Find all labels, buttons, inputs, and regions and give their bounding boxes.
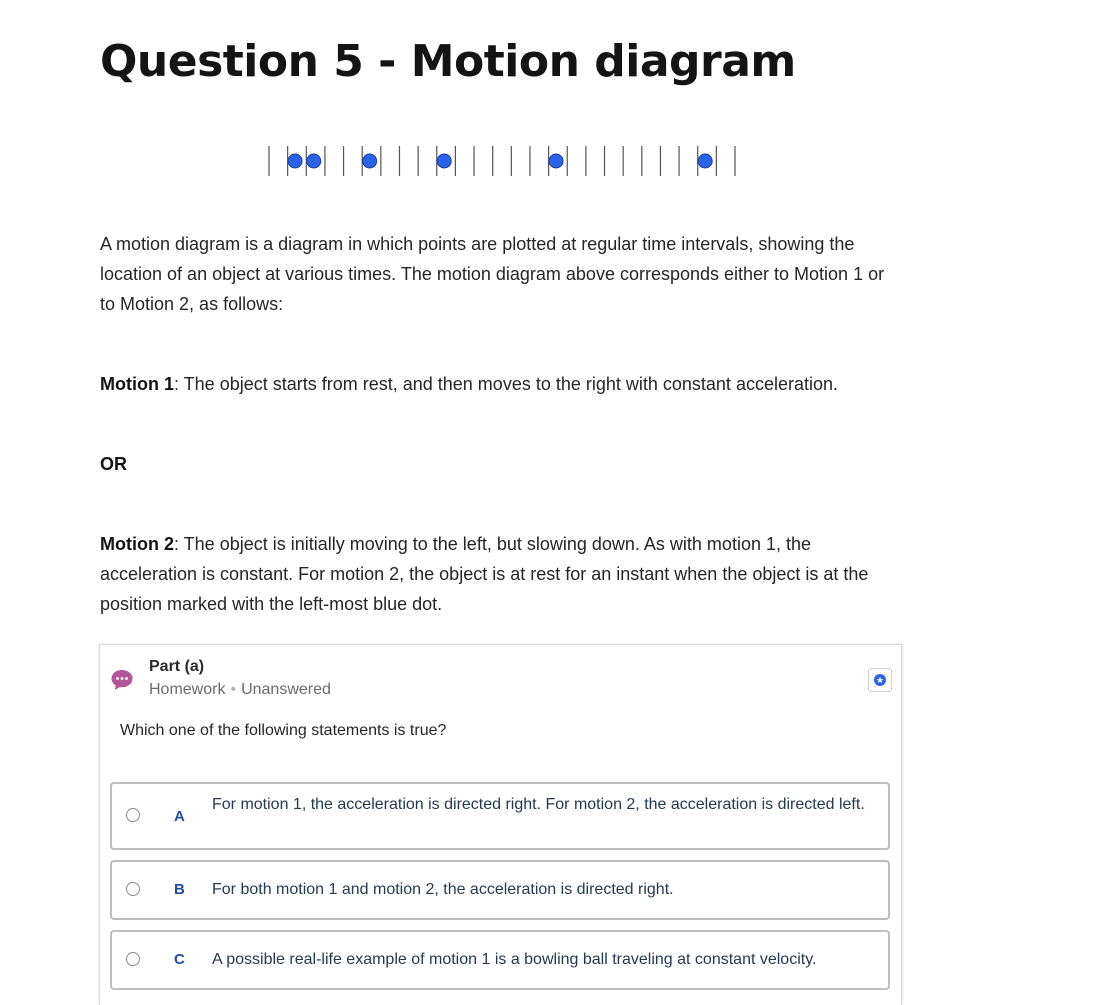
option-c-letter: C: [174, 951, 185, 968]
question-part-card: [99, 644, 902, 1005]
position-dot: [288, 154, 302, 168]
chat-bubble-icon[interactable]: [110, 668, 134, 692]
part-title: Part (a): [149, 658, 205, 675]
motion1-label: Motion 1: [100, 374, 174, 394]
option-c-text: A possible real-life example of motion 1 is a bowling ball traveling at constant velocity.: [212, 951, 817, 968]
motion2-label: Motion 2: [100, 534, 174, 554]
option-c-radio[interactable]: [126, 952, 140, 966]
motion2-text: : The object is initially moving to the left, but slowing down. As with motion 1, the acceleration is constant. For motion 2, the object is at rest for an instant when the object is at the position marked with the left-most blue dot.: [100, 534, 869, 614]
position-dot: [363, 154, 377, 168]
bookmark-button[interactable]: [868, 668, 892, 692]
motion-diagram: [262, 144, 742, 178]
meta-separator: •: [230, 681, 237, 698]
option-a[interactable]: [110, 782, 890, 850]
motion2-paragraph: [100, 529, 900, 619]
option-a-letter: A: [174, 808, 185, 825]
option-b-radio[interactable]: [126, 882, 140, 896]
star-badge-icon: [869, 669, 891, 691]
option-c[interactable]: [110, 930, 890, 990]
motion1-paragraph: [100, 369, 900, 399]
intro-paragraph: A motion diagram is a diagram in which points are plotted at regular time intervals, showing the location of an object at various times. The motion diagram above corresponds either to Motion 1 or to Motion 2, as follows:: [100, 234, 885, 314]
part-status: Unanswered: [241, 681, 331, 698]
question-text: Which one of the following statements is true?: [120, 722, 447, 739]
option-a-radio[interactable]: [126, 808, 140, 822]
part-type: Homework: [149, 681, 226, 698]
option-b-text: For both motion 1 and motion 2, the acceleration is directed right.: [212, 881, 674, 898]
position-dot: [437, 154, 451, 168]
option-b[interactable]: [110, 860, 890, 920]
page-title: Question 5 - Motion diagram: [100, 36, 796, 87]
position-dot: [549, 154, 563, 168]
position-dot: [307, 154, 321, 168]
option-b-letter: B: [174, 881, 185, 898]
or-label: OR: [100, 454, 127, 474]
part-meta: [149, 681, 331, 699]
motion1-text: : The object starts from rest, and then moves to the right with constant acceleration.: [174, 374, 838, 394]
option-a-text: For motion 1, the acceleration is directed right. For motion 2, the acceleration is directed left.: [212, 796, 865, 813]
position-dot: [698, 154, 712, 168]
